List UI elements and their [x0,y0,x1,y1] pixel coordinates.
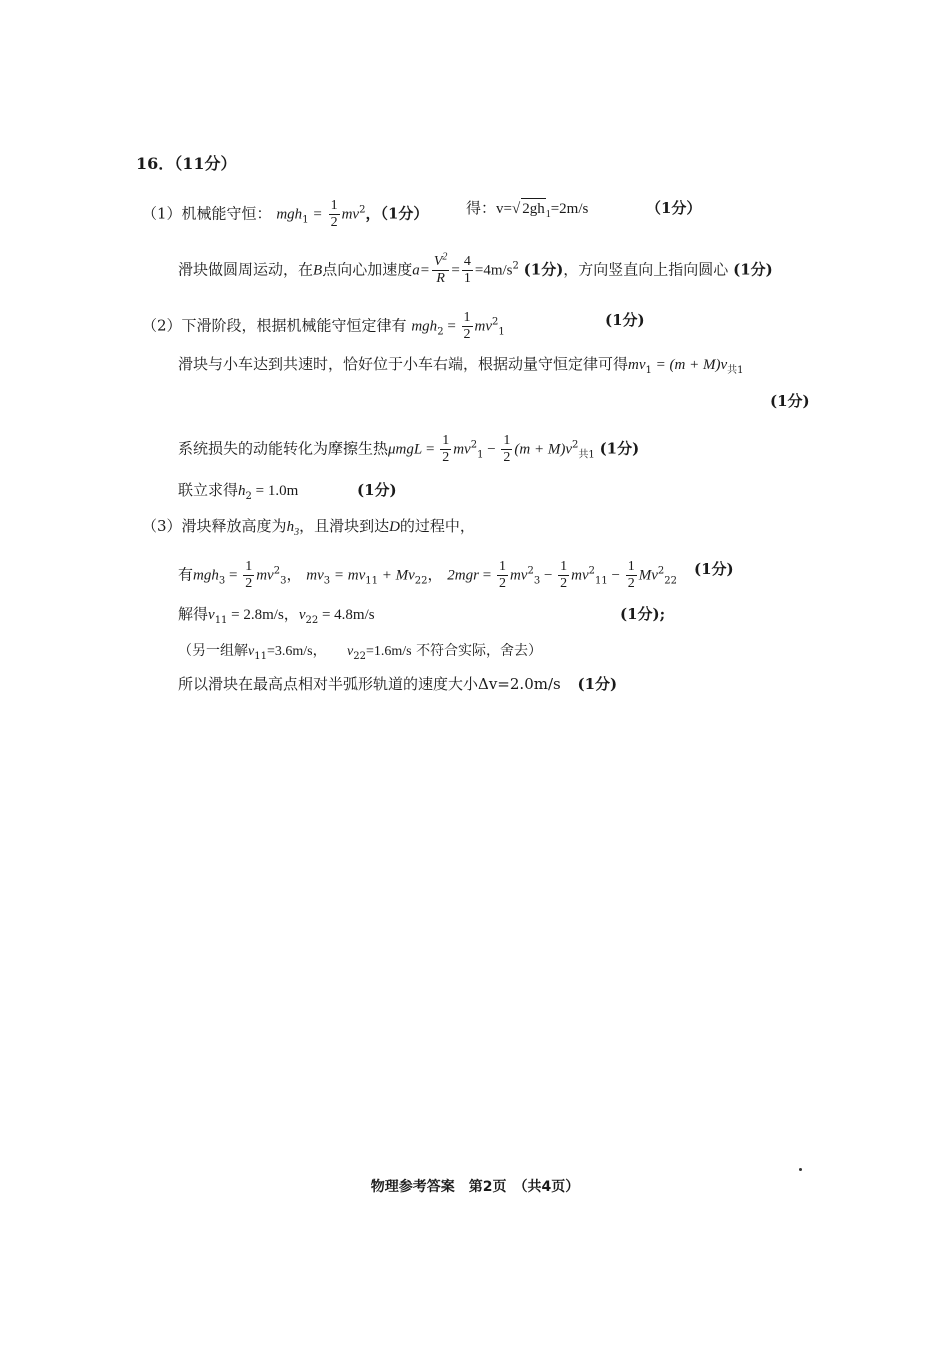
part1-eq-rhs: mv [341,206,360,223]
part2d-eq: h [238,483,246,499]
part3-text-c: 的过程中， [399,517,475,535]
v2-over-r-fraction: $\frac{V^2}{R}$ [433,251,448,286]
part1-mark-a: ，（1分） [365,204,429,223]
part3b-mark: (1分) [694,560,734,578]
part1-eq-lhs: mgh [276,206,303,223]
part1b-text-a: 滑块做圆周运动，在 [178,260,314,279]
part2b-mark: (1分) [770,392,810,410]
part3-text-a: 滑块释放高度为 [181,517,287,535]
part2-eq: mgh [411,318,438,335]
part2c-mid: (m + M)v [514,441,573,458]
part3-line3: 解得$v_{11} = 2.8m/s$，$v_{22} = 4.8m/s$ [178,605,375,626]
question-title: 16．（11分） [136,154,237,173]
part2-line2: 滑块与小车达到共速时，恰好位于小车右端，根据动量守恒定律可得$mv_1 = (m + M)v_{共1}$ [178,355,744,376]
part3e-text: 所以滑块在最高点相对半弧形轨道的速度大小Δv=2.0m/s [178,675,561,693]
point-d: D [389,519,400,535]
part2d-mark: (1分) [357,481,397,499]
part1-mark-b: （1分） [646,199,702,217]
half-fraction: $\frac{1}{2}$ [330,198,338,230]
part2-line4: 联立求得$h_2 = 1.0m$ [178,481,299,502]
part1b-mark-a: (1分) [523,260,564,279]
part3c-text: 解得 [178,605,209,623]
sqrt-expression: 2gh [521,198,546,219]
part3-text-b: ，且滑块到达 [299,517,390,535]
part1-line1: （1）机械能守恒： mgh$_1$ = $\frac{1}{2}$ $mv^2$，（1分） [142,198,429,230]
part2d-val: = 1.0m [251,483,299,499]
part3e-mark: (1分) [577,675,618,693]
part2-line3: 系统损失的动能转化为摩擦生热μmgL = $\frac{1}{2}$ $mv^2_1$ − $\frac{1}{2}$ $(m + M)v^2_{共1}$ (1分) [178,433,640,465]
part1b-text-b: 点向心加速度 [322,260,413,279]
part1-sub: 1 [302,214,309,226]
you-text: 有 [178,565,194,584]
accel-symbol: a= [412,262,430,279]
part1-eq-b: v= [496,201,512,217]
half-fraction-2: $\frac{1}{2}$ [463,310,471,342]
part1-text: 机械能守恒： [181,204,272,223]
part1-label: （1） [142,204,182,223]
part3-label: （3） [142,517,182,535]
part2-mark: (1分) [605,311,645,329]
part1-result: 得：v=√ $2gh_1=2m/s$ [466,199,589,220]
part1-sup: 2 [359,204,366,216]
page-footer: 物理参考答案 第2页 （共4页） [370,1179,580,1195]
part1b-mark-b: (1分) [733,260,773,279]
part2d-text: 联立求得 [178,481,239,499]
part2b-sub: 共1 [727,365,744,376]
four-over-one-fraction: $\frac{4}{1}$ [463,254,471,286]
part2-line1: （2）下滑阶段，根据机械能守恒定律有 mgh$_2$ = $\frac{1}{2}$ $mv^2_1$ [142,310,505,342]
part2c-eq: μmgL [388,441,423,458]
part2c-text: 系统损失的动能转化为摩擦生热 [178,439,389,458]
part3-line2: 有mgh$_3$ = $\frac{1}{2}$ $mv^2_3$， $mv_3 = mv_{11} + Mv_{22}$， 2mgr = $\frac{1}{2}$ $mv^2_3$ − $\frac{1}{2}$ $mv^2_{11}$ − $\frac{1}{2}$ $Mv^2_{22}$ [178,559,677,591]
part1b-text-c: ，方向竖直向上指向圆心 [563,260,729,279]
part1-line2: 滑块做圆周运动，在B点向心加速度a= $\frac{V^2}{R}$ = $\frac{4}{1}$ $=4m/s^2$ (1分)，方向竖直向上指向圆心 (1分) [178,251,773,286]
part2-text: 下滑阶段，根据机械能守恒定律有 [181,316,407,335]
part2c-mark: (1分) [599,439,640,458]
part2b-eq: mv [628,357,646,373]
stray-dot [799,1168,802,1171]
part2-eq-rhs: mv [474,318,493,335]
part1-eq-b-tail: =2m/s [550,201,589,217]
part3-line4: （另一组解$v_{11}=3.6m/s$， $v_{22}=1.6m/s$ 不符合实际，舍去） [178,643,543,662]
h3-symbol: h [286,519,295,535]
part3c-mark: (1分); [620,605,666,623]
part1-text-b: 得： [466,199,497,217]
accel-result: =4m/s [474,262,513,279]
point-b: B [313,262,323,279]
part2b-text: 滑块与小车达到共速时，恰好位于小车右端，根据动量守恒定律可得 [178,355,629,373]
part2b-eq-rhs: = (m + M)v [651,357,728,373]
part3-line1: （3）滑块释放高度为$h_3$，且滑块到达D的过程中， [142,517,475,538]
part3-line5 [178,674,617,694]
part2-label: （2） [142,316,182,335]
